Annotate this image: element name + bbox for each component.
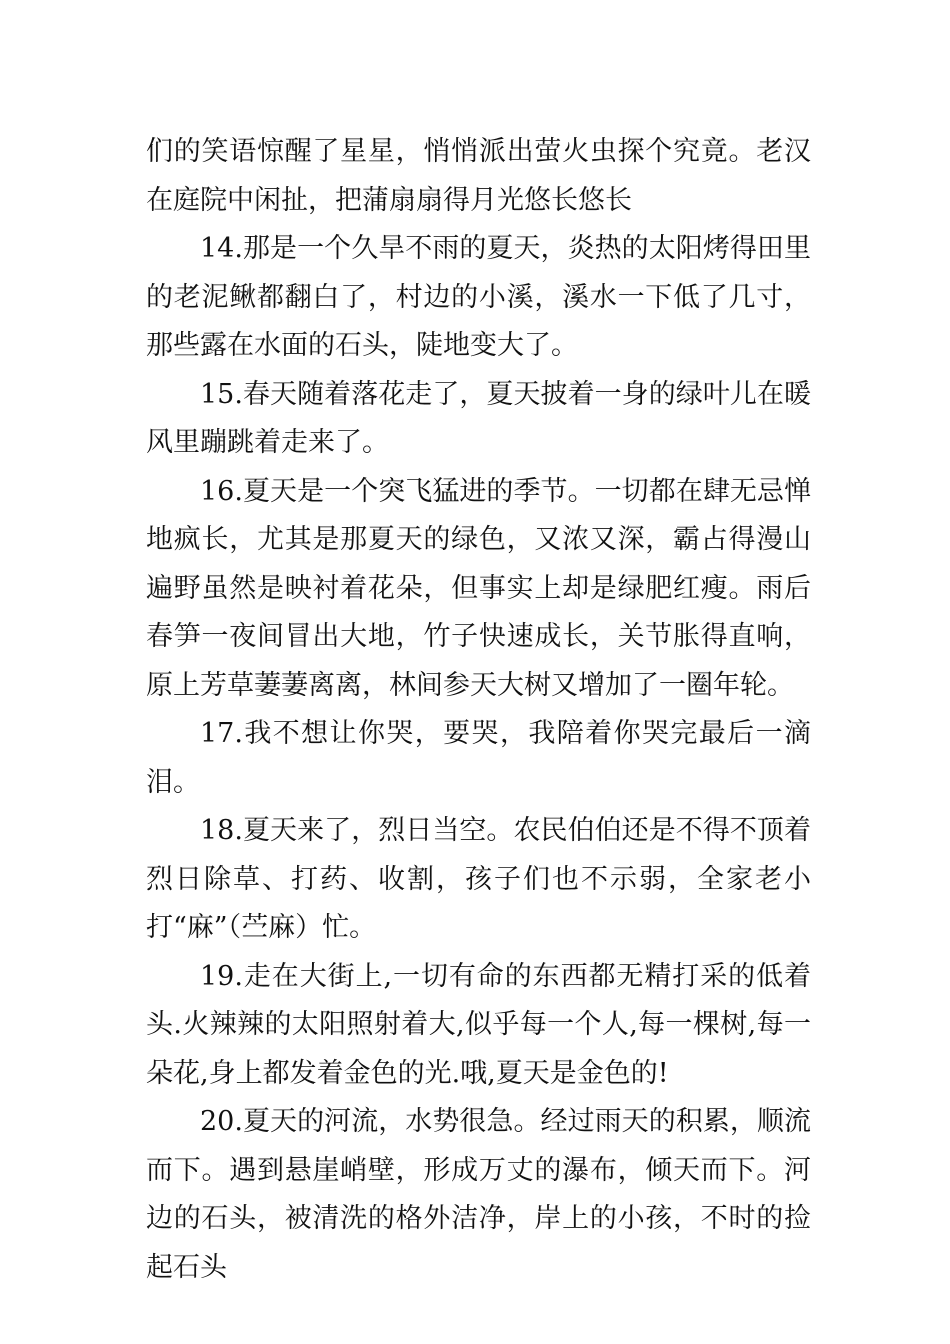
paragraph-18: 18.夏天来了，烈日当空。农民伯伯还是不得不顶着烈日除草、打药、收割，孩子们也不示弱，全家老小打“麻”（苎麻）忙。 bbox=[146, 815, 811, 943]
paragraph-16: 16.夏天是一个突飞猛进的季节。一切都在肆无忌惮地疯长，尤其是那夏天的绿色，又浓又深，霸占得漫山遍野虽然是映衬着花朵，但事实上却是绿肥红瘦。雨后春笋一夜间冒出大地，竹子快速成长，关节胀得直响，原上芳草萋萋离离，林间参天大树又增加了一圈年轮。 bbox=[146, 475, 811, 701]
paragraph-13-continued: 们的笑语惊醒了星星，悄悄派出萤火虫探个究竟。老汉在庭院中闲扯，把蒲扇扇得月光悠长悠长 bbox=[146, 136, 811, 216]
paragraph-20: 20.夏天的河流，水势很急。经过雨天的积累，顺流而下。遇到悬崖峭壁，形成万丈的瀑布，倾天而下。河边的石头，被清洗的格外洁净，岸上的小孩，不时的捡起石头 bbox=[146, 1106, 811, 1283]
paragraph-19: 19.走在大街上,一切有命的东西都无精打采的低着头.火辣辣的太阳照射着大,似乎每一个人,每一棵树,每一朵花,身上都发着金色的光.哦,夏天是金色的! bbox=[146, 960, 811, 1089]
paragraph-15: 15.春天随着落花走了，夏天披着一身的绿叶儿在暖风里蹦跳着走来了。 bbox=[146, 378, 811, 458]
document-body bbox=[146, 128, 811, 1292]
paragraph-14: 14.那是一个久旱不雨的夏天，炎热的太阳烤得田里的老泥鳅都翻白了，村边的小溪，溪水一下低了几寸，那些露在水面的石头，陡地变大了。 bbox=[146, 233, 811, 361]
paragraph-17: 17.我不想让你哭，要哭，我陪着你哭完最后一滴泪。 bbox=[146, 718, 811, 798]
